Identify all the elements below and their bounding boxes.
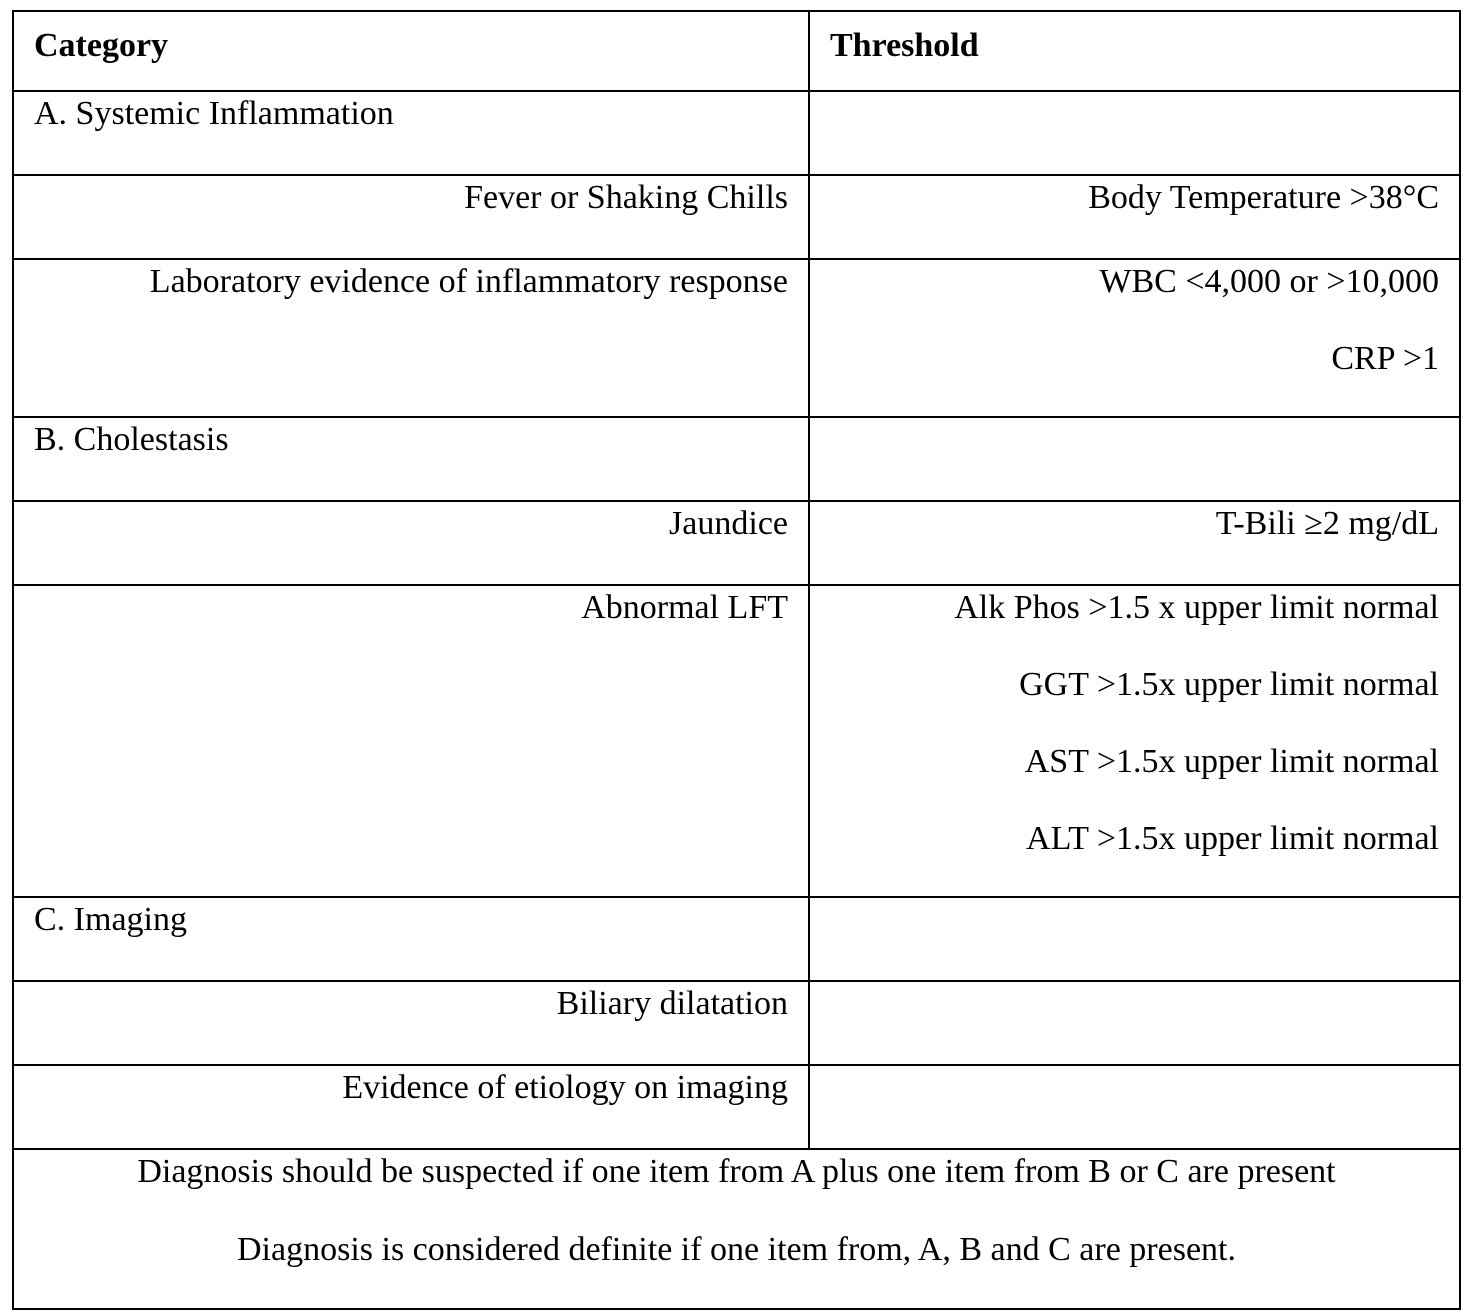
table-row [13, 501, 1460, 585]
note-suspected: Diagnosis should be suspected if one item from A plus one item from B or C are present [137, 1153, 1336, 1190]
threshold-cell [809, 501, 1460, 585]
threshold-value: WBC <4,000 or >10,000 [1099, 263, 1439, 300]
section-row-a [13, 91, 1460, 175]
threshold-cell [809, 1065, 1460, 1149]
table-row [13, 259, 1460, 417]
diagnosis-notes [13, 1149, 1460, 1309]
category-cell: Biliary dilatation [13, 981, 809, 1065]
category-cell: Evidence of etiology on imaging [13, 1065, 809, 1149]
section-threshold-empty-c [809, 897, 1460, 981]
threshold-value: CRP >1 [1331, 340, 1439, 377]
threshold-value [830, 984, 1439, 1061]
notes-row [13, 1149, 1460, 1309]
category-cell: Fever or Shaking Chills [13, 175, 809, 259]
threshold-value: T-Bili ≥2 mg/dL [1215, 505, 1439, 542]
section-row-b [13, 417, 1460, 501]
category-cell: Abnormal LFT [13, 585, 809, 897]
section-threshold-empty-b [809, 417, 1460, 501]
category-cell: Jaundice [13, 501, 809, 585]
section-row-c [13, 897, 1460, 981]
section-title-c: C. Imaging [13, 897, 809, 981]
table-row [13, 175, 1460, 259]
criteria-table [12, 10, 1461, 1310]
note-definite: Diagnosis is considered definite if one item from, A, B and C are present. [237, 1231, 1236, 1268]
section-threshold-empty-a [809, 91, 1460, 175]
table-row [13, 1065, 1460, 1149]
threshold-value: AST >1.5x upper limit normal [1024, 743, 1439, 780]
threshold-value [830, 1068, 1439, 1145]
threshold-value: GGT >1.5x upper limit normal [1019, 666, 1439, 703]
threshold-value: Body Temperature >38°C [1088, 179, 1439, 216]
threshold-cell [809, 981, 1460, 1065]
threshold-cell [809, 585, 1460, 897]
section-title-a: A. Systemic Inflammation [13, 91, 809, 175]
table-row [13, 585, 1460, 897]
header-row [13, 11, 1460, 91]
threshold-cell [809, 259, 1460, 417]
table-row [13, 981, 1460, 1065]
header-threshold: Threshold [809, 11, 1460, 91]
threshold-value: ALT >1.5x upper limit normal [1026, 820, 1439, 857]
section-title-b: B. Cholestasis [13, 417, 809, 501]
threshold-cell [809, 175, 1460, 259]
category-cell: Laboratory evidence of inflammatory response [13, 259, 809, 417]
header-category: Category [13, 11, 809, 91]
threshold-value: Alk Phos >1.5 x upper limit normal [954, 589, 1439, 626]
